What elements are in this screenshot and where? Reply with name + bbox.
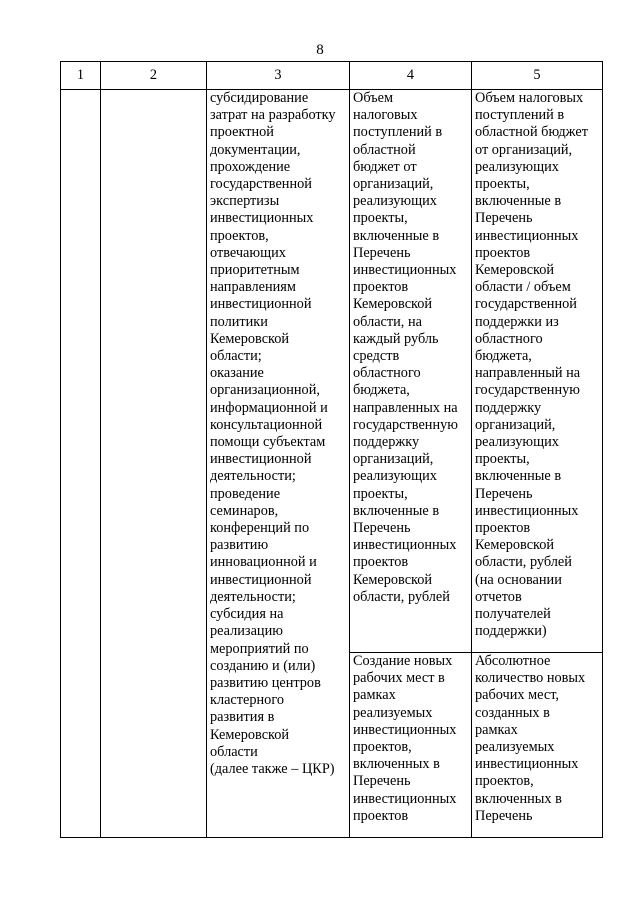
text-line: включенные в [475,468,562,485]
text-line: проектов, [210,227,269,244]
text-line: бюджет от [353,158,417,175]
text-line: области / объем [475,279,571,296]
text-line: инвестиционных [353,790,457,807]
text-line: реализуемых [353,704,433,721]
text-line: включенных в [475,790,562,807]
text-line: Кемеровской [210,726,290,743]
text-line: семинаров, [210,502,279,519]
text-line: документации, [210,141,301,158]
text-line: Перечень [475,210,533,227]
text-line: рамках [353,687,396,704]
text-line: деятельности; [210,468,296,485]
text-line: каждый рубль [353,330,439,347]
text-line: информационной и [210,399,328,416]
text-line: политики [210,313,268,330]
text-line: деятельности; [210,588,296,605]
header-cell-3: 3 [207,62,350,90]
text-line: рабочих мест, [475,687,559,704]
text-line: мероприятий по [210,640,309,657]
text-line: бюджета, [353,382,410,399]
cell-col5-method-2 [472,653,603,838]
text-line: проведение [210,485,281,502]
text-line: государственную [475,382,580,399]
cell-col2 [101,90,207,838]
text-line: проектов [475,244,531,261]
text-line: консультационной [210,416,323,433]
text-line: проектов [353,807,409,824]
text-line: Кемеровской [475,537,555,554]
text-line: области, рублей [475,554,572,571]
text-line: поддержку [475,399,542,416]
text-line: включенные в [353,502,440,519]
text-line: области, рублей [353,588,450,605]
text-line: Кемеровской [353,571,433,588]
text-line: инновационной и [210,554,317,571]
text-line: (на основании [475,571,562,588]
text-line: поступлений в [353,124,443,141]
text-line: поступлений в [475,107,565,124]
text-line: Перечень [475,807,533,824]
text-line: Кемеровской [475,262,555,279]
text-line: инвестиционных [353,262,457,279]
text-line: Кемеровской [353,296,433,313]
text-line: бюджета, [475,348,532,365]
text-line: реализующих [475,434,559,451]
text-line: развитию [210,537,269,554]
text-line: прохождение [210,158,291,175]
text-line: включенные в [475,193,562,210]
text-line: области, на [353,313,422,330]
text-line: проектной [210,124,274,141]
indicator-table [60,61,603,838]
text-line: инвестиционных [475,756,579,773]
text-line: рамках [475,721,518,738]
text-line: направленных на [353,399,458,416]
text-line: инвестиционных [210,210,314,227]
text-line: кластерного [210,692,284,709]
text-line: инвестиционных [475,227,579,244]
text-line: рабочих мест в [353,670,445,687]
text-line: количество новых [475,670,586,687]
text-line: Объем налоговых [475,90,584,106]
text-line: отчетов [475,588,522,605]
indicator-2-text [353,653,469,825]
text-line: областного [353,365,421,382]
text-line: реализуемых [475,739,555,756]
text-line: приоритетным [210,262,300,279]
cell-col4-indicator-2 [350,653,472,838]
text-line: инвестиционной [210,571,312,588]
text-line: Перечень [475,485,533,502]
text-line: оказание [210,365,264,382]
text-line: получателей [475,606,551,623]
method-1-text [475,90,600,641]
text-line: организационной, [210,382,320,399]
text-line: организаций, [475,416,556,433]
indicator-1-text [353,90,469,606]
cell-col5-method-1 [472,90,603,653]
text-line: проектов, [475,773,534,790]
text-line: реализующих [475,158,559,175]
measures-text [210,90,347,778]
text-line: Кемеровской [210,330,290,347]
text-line: поддержки из [475,313,559,330]
text-line: развитию центров [210,674,321,691]
text-line: созданию и (или) [210,657,316,674]
text-line: областной [353,141,416,158]
text-line: поддержки) [475,623,547,640]
text-line: экспертизы [210,193,280,210]
text-line: реализующих [353,468,437,485]
text-line: включенных в [353,756,440,773]
text-line: областной бюджет [475,124,588,141]
text-line: государственной [475,296,577,313]
method-2-text [475,653,600,825]
text-line: Перечень [353,244,411,261]
cell-col4-indicator-1 [350,90,472,653]
text-line: инвестиционных [353,721,457,738]
text-line: от организаций, [475,141,573,158]
text-line: Создание новых [353,653,453,669]
text-line: включенные в [353,227,440,244]
cell-col1 [61,90,101,838]
text-line: организаций, [353,451,434,468]
page-number: 8 [316,42,324,58]
text-line: государственной [210,176,312,193]
header-cell-2: 2 [101,62,207,90]
text-line: Абсолютное [475,653,551,669]
text-line: государственную [353,416,458,433]
cell-col3-measures [207,90,350,838]
header-cell-5: 5 [472,62,603,90]
text-line: развития в [210,709,275,726]
table-header-row [61,62,603,90]
text-line: проекты, [353,210,408,227]
text-line: (далее также – ЦКР) [210,760,335,777]
text-line: области [210,743,258,760]
text-line: субсидия на [210,606,284,623]
text-line: реализующих [353,193,437,210]
text-line: проектов [475,520,531,537]
header-cell-1: 1 [61,62,101,90]
text-line: субсидирование [210,90,309,106]
text-line: областного [475,330,543,347]
text-line: инвестиционной [210,296,312,313]
text-line: направленный на [475,365,581,382]
text-line: поддержку [353,434,420,451]
text-line: отвечающих [210,244,286,261]
text-line: инвестиционных [475,502,579,519]
text-line: средств [353,348,400,365]
header-cell-4: 4 [350,62,472,90]
text-line: Перечень [353,520,411,537]
text-line: проекты, [475,176,530,193]
text-line: проекты, [353,485,408,502]
text-line: проектов [353,554,409,571]
text-line: помощи субъектам [210,434,326,451]
text-line: конференций по [210,520,310,537]
text-line: организаций, [353,176,434,193]
table-row [61,90,603,653]
text-line: Перечень [353,773,411,790]
text-line: области; [210,348,262,365]
text-line: Объем [353,90,394,106]
text-line: проекты, [475,451,530,468]
text-line: реализацию [210,623,283,640]
text-line: созданных в [475,704,550,721]
text-line: проектов, [353,739,412,756]
text-line: инвестиционных [353,537,457,554]
text-line: инвестиционной [210,451,312,468]
text-line: направлениям [210,279,296,296]
text-line: затрат на разработку [210,107,336,124]
text-line: проектов [353,279,409,296]
text-line: налоговых [353,107,418,124]
